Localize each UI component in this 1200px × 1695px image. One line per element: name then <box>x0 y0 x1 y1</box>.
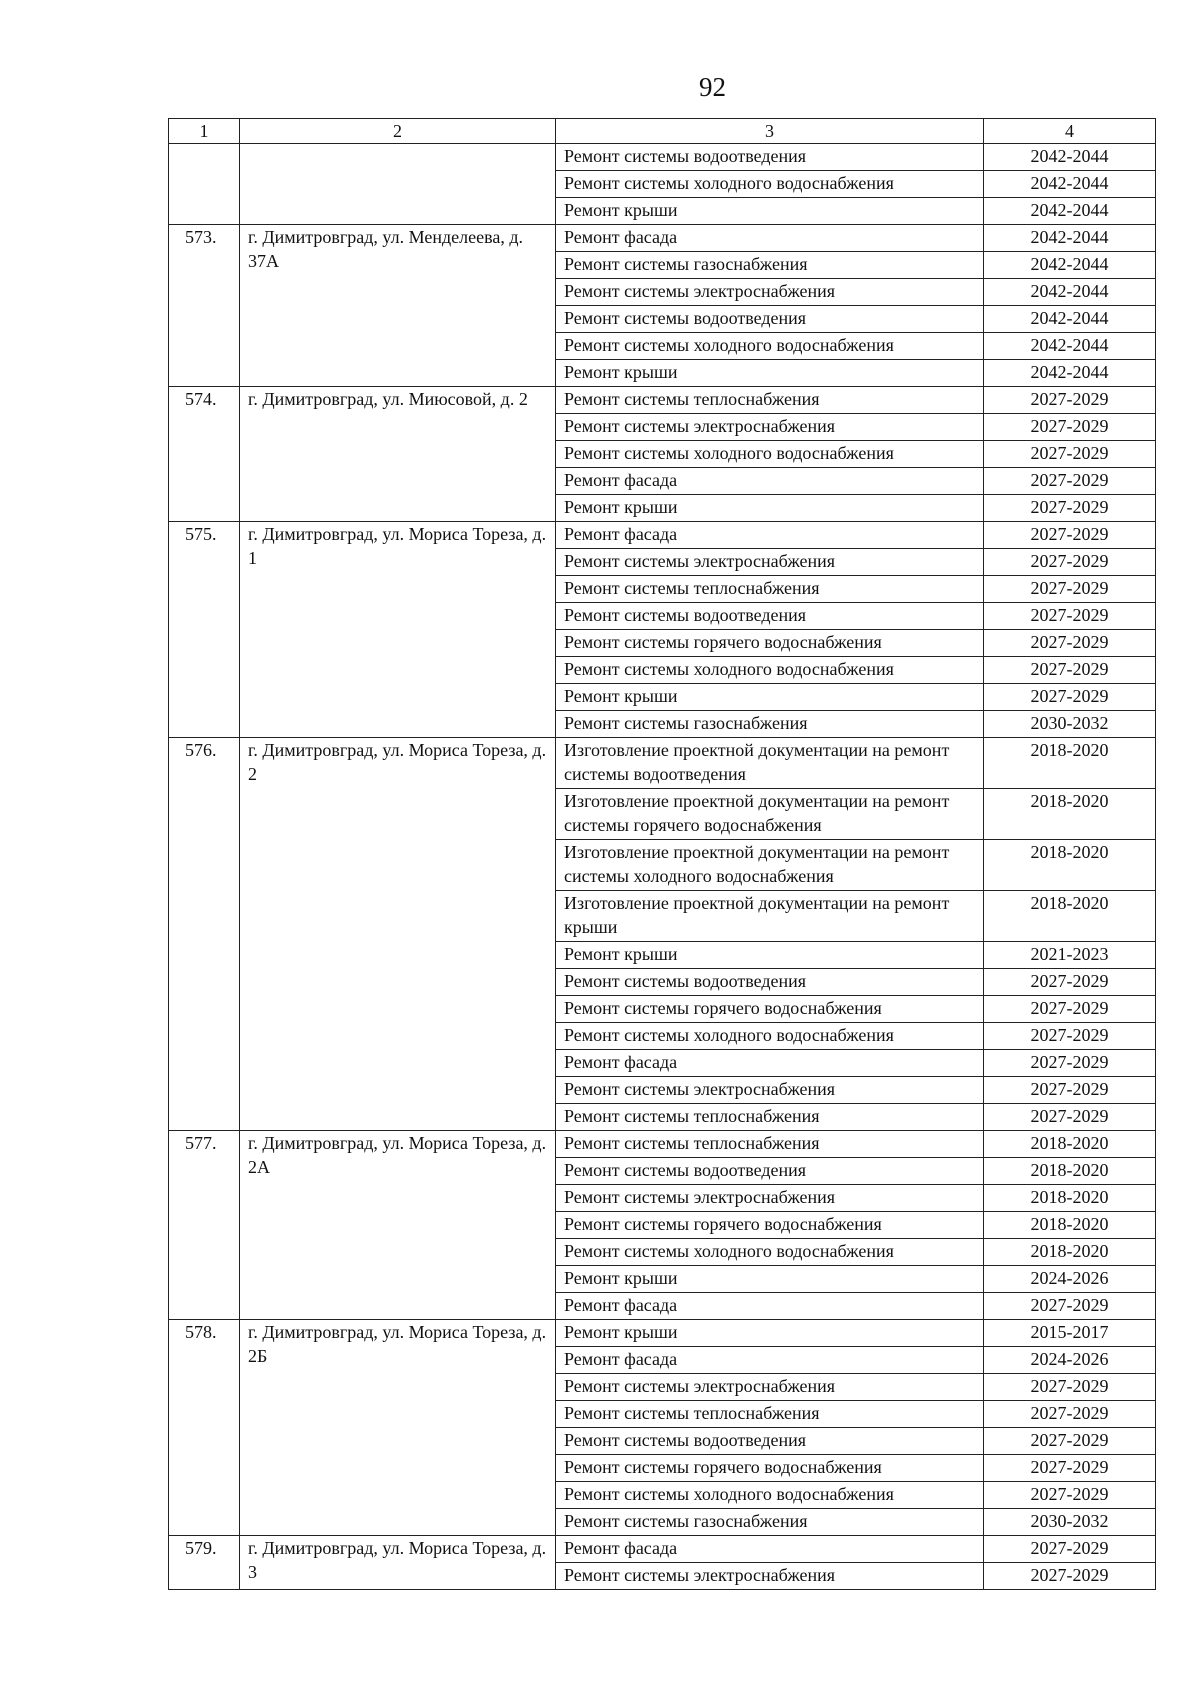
row-number: 574. <box>169 387 240 522</box>
years-cell: 2042-2044 <box>984 333 1156 360</box>
table-row <box>169 1320 1156 1347</box>
work-type-cell: Ремонт системы водоотведения <box>556 306 984 333</box>
years-cell: 2027-2029 <box>984 603 1156 630</box>
work-type-cell: Ремонт системы горячего водоснабжения <box>556 1455 984 1482</box>
work-type-cell: Ремонт системы водоотведения <box>556 144 984 171</box>
work-type-cell: Ремонт системы электроснабжения <box>556 1185 984 1212</box>
years-cell: 2027-2029 <box>984 1563 1156 1590</box>
years-cell: 2027-2029 <box>984 387 1156 414</box>
work-type-cell: Ремонт фасада <box>556 1347 984 1374</box>
work-type-cell: Ремонт системы холодного водоснабжения <box>556 441 984 468</box>
years-cell: 2027-2029 <box>984 1374 1156 1401</box>
address-cell: г. Димитровград, ул. Мориса Тореза, д. 1 <box>240 522 556 738</box>
work-type-cell: Ремонт системы водоотведения <box>556 969 984 996</box>
work-type-cell: Ремонт системы теплоснабжения <box>556 1401 984 1428</box>
years-cell: 2027-2029 <box>984 468 1156 495</box>
work-type-cell: Ремонт фасада <box>556 1536 984 1563</box>
years-cell: 2015-2017 <box>984 1320 1156 1347</box>
work-type-cell: Ремонт системы электроснабжения <box>556 1563 984 1590</box>
years-cell: 2027-2029 <box>984 414 1156 441</box>
work-type-cell: Ремонт крыши <box>556 942 984 969</box>
work-type-cell: Ремонт крыши <box>556 360 984 387</box>
years-cell: 2018-2020 <box>984 891 1156 942</box>
work-type-cell: Ремонт системы газоснабжения <box>556 252 984 279</box>
years-cell: 2027-2029 <box>984 522 1156 549</box>
years-cell: 2027-2029 <box>984 1428 1156 1455</box>
years-cell: 2030-2032 <box>984 711 1156 738</box>
years-cell: 2027-2029 <box>984 657 1156 684</box>
work-type-cell: Ремонт фасада <box>556 225 984 252</box>
years-cell: 2042-2044 <box>984 360 1156 387</box>
work-type-cell: Ремонт системы водоотведения <box>556 1428 984 1455</box>
address-cell: г. Димитровград, ул. Мориса Тореза, д. 3 <box>240 1536 556 1590</box>
years-cell: 2018-2020 <box>984 789 1156 840</box>
years-cell: 2027-2029 <box>984 1536 1156 1563</box>
work-type-cell: Ремонт системы электроснабжения <box>556 1374 984 1401</box>
work-type-cell: Ремонт системы горячего водоснабжения <box>556 630 984 657</box>
work-type-cell: Ремонт системы холодного водоснабжения <box>556 333 984 360</box>
years-cell: 2018-2020 <box>984 1212 1156 1239</box>
row-number <box>169 144 240 225</box>
row-number: 579. <box>169 1536 240 1590</box>
years-cell: 2042-2044 <box>984 279 1156 306</box>
years-cell: 2042-2044 <box>984 306 1156 333</box>
work-type-cell: Изготовление проектной документации на ремонт системы водоотведения <box>556 738 984 789</box>
repair-schedule-table <box>168 118 1156 1590</box>
work-type-cell: Ремонт системы холодного водоснабжения <box>556 171 984 198</box>
years-cell: 2027-2029 <box>984 1077 1156 1104</box>
work-type-cell: Ремонт системы холодного водоснабжения <box>556 1023 984 1050</box>
work-type-cell: Ремонт системы теплоснабжения <box>556 387 984 414</box>
row-number: 573. <box>169 225 240 387</box>
table-row <box>169 144 1156 171</box>
work-type-cell: Ремонт системы горячего водоснабжения <box>556 996 984 1023</box>
address-cell: г. Димитровград, ул. Мориса Тореза, д. 2А <box>240 1131 556 1320</box>
years-cell: 2018-2020 <box>984 738 1156 789</box>
years-cell: 2018-2020 <box>984 1239 1156 1266</box>
row-number: 576. <box>169 738 240 1131</box>
col-header-3: 3 <box>556 119 984 144</box>
table-row <box>169 738 1156 789</box>
work-type-cell: Ремонт системы холодного водоснабжения <box>556 657 984 684</box>
work-type-cell: Изготовление проектной документации на ремонт системы горячего водоснабжения <box>556 789 984 840</box>
col-header-1: 1 <box>169 119 240 144</box>
table-row <box>169 522 1156 549</box>
address-cell: г. Димитровград, ул. Менделеева, д. 37А <box>240 225 556 387</box>
work-type-cell: Ремонт системы водоотведения <box>556 603 984 630</box>
work-type-cell: Ремонт системы горячего водоснабжения <box>556 1212 984 1239</box>
table-row <box>169 1131 1156 1158</box>
work-type-cell: Ремонт системы холодного водоснабжения <box>556 1239 984 1266</box>
years-cell: 2021-2023 <box>984 942 1156 969</box>
header-row <box>169 119 1156 144</box>
work-type-cell: Изготовление проектной документации на ремонт крыши <box>556 891 984 942</box>
work-type-cell: Ремонт системы электроснабжения <box>556 279 984 306</box>
years-cell: 2027-2029 <box>984 1050 1156 1077</box>
address-cell: г. Димитровград, ул. Мориса Тореза, д. 2 <box>240 738 556 1131</box>
work-type-cell: Ремонт крыши <box>556 1320 984 1347</box>
years-cell: 2024-2026 <box>984 1347 1156 1374</box>
years-cell: 2018-2020 <box>984 1158 1156 1185</box>
years-cell: 2027-2029 <box>984 996 1156 1023</box>
work-type-cell: Изготовление проектной документации на ремонт системы холодного водоснабжения <box>556 840 984 891</box>
years-cell: 2027-2029 <box>984 495 1156 522</box>
years-cell: 2027-2029 <box>984 630 1156 657</box>
address-cell: г. Димитровград, ул. Миюсовой, д. 2 <box>240 387 556 522</box>
years-cell: 2027-2029 <box>984 1023 1156 1050</box>
work-type-cell: Ремонт системы теплоснабжения <box>556 1104 984 1131</box>
table-header <box>169 119 1156 144</box>
years-cell: 2042-2044 <box>984 225 1156 252</box>
row-number: 577. <box>169 1131 240 1320</box>
years-cell: 2027-2029 <box>984 1401 1156 1428</box>
work-type-cell: Ремонт системы электроснабжения <box>556 549 984 576</box>
work-type-cell: Ремонт фасада <box>556 522 984 549</box>
work-type-cell: Ремонт системы холодного водоснабжения <box>556 1482 984 1509</box>
years-cell: 2024-2026 <box>984 1266 1156 1293</box>
work-type-cell: Ремонт фасада <box>556 1293 984 1320</box>
work-type-cell: Ремонт крыши <box>556 495 984 522</box>
work-type-cell: Ремонт крыши <box>556 1266 984 1293</box>
work-type-cell: Ремонт фасада <box>556 1050 984 1077</box>
table-row <box>169 1536 1156 1563</box>
work-type-cell: Ремонт крыши <box>556 198 984 225</box>
page-number: 92 <box>699 72 726 102</box>
years-cell: 2027-2029 <box>984 1104 1156 1131</box>
row-number: 578. <box>169 1320 240 1536</box>
years-cell: 2027-2029 <box>984 969 1156 996</box>
years-cell: 2042-2044 <box>984 171 1156 198</box>
years-cell: 2042-2044 <box>984 144 1156 171</box>
work-type-cell: Ремонт системы теплоснабжения <box>556 576 984 603</box>
years-cell: 2018-2020 <box>984 1185 1156 1212</box>
work-type-cell: Ремонт крыши <box>556 684 984 711</box>
work-type-cell: Ремонт системы теплоснабжения <box>556 1131 984 1158</box>
table-body <box>169 144 1156 1590</box>
col-header-4: 4 <box>984 119 1156 144</box>
work-type-cell: Ремонт системы газоснабжения <box>556 1509 984 1536</box>
table-row <box>169 387 1156 414</box>
years-cell: 2030-2032 <box>984 1509 1156 1536</box>
work-type-cell: Ремонт системы водоотведения <box>556 1158 984 1185</box>
col-header-2: 2 <box>240 119 556 144</box>
years-cell: 2018-2020 <box>984 1131 1156 1158</box>
years-cell: 2027-2029 <box>984 684 1156 711</box>
years-cell: 2027-2029 <box>984 1482 1156 1509</box>
work-type-cell: Ремонт фасада <box>556 468 984 495</box>
years-cell: 2027-2029 <box>984 1293 1156 1320</box>
work-type-cell: Ремонт системы электроснабжения <box>556 414 984 441</box>
work-type-cell: Ремонт системы газоснабжения <box>556 711 984 738</box>
address-cell <box>240 144 556 225</box>
years-cell: 2042-2044 <box>984 198 1156 225</box>
years-cell: 2018-2020 <box>984 840 1156 891</box>
work-type-cell: Ремонт системы электроснабжения <box>556 1077 984 1104</box>
years-cell: 2027-2029 <box>984 549 1156 576</box>
row-number: 575. <box>169 522 240 738</box>
years-cell: 2027-2029 <box>984 441 1156 468</box>
years-cell: 2042-2044 <box>984 252 1156 279</box>
years-cell: 2027-2029 <box>984 1455 1156 1482</box>
address-cell: г. Димитровград, ул. Мориса Тореза, д. 2Б <box>240 1320 556 1536</box>
table-row <box>169 225 1156 252</box>
years-cell: 2027-2029 <box>984 576 1156 603</box>
